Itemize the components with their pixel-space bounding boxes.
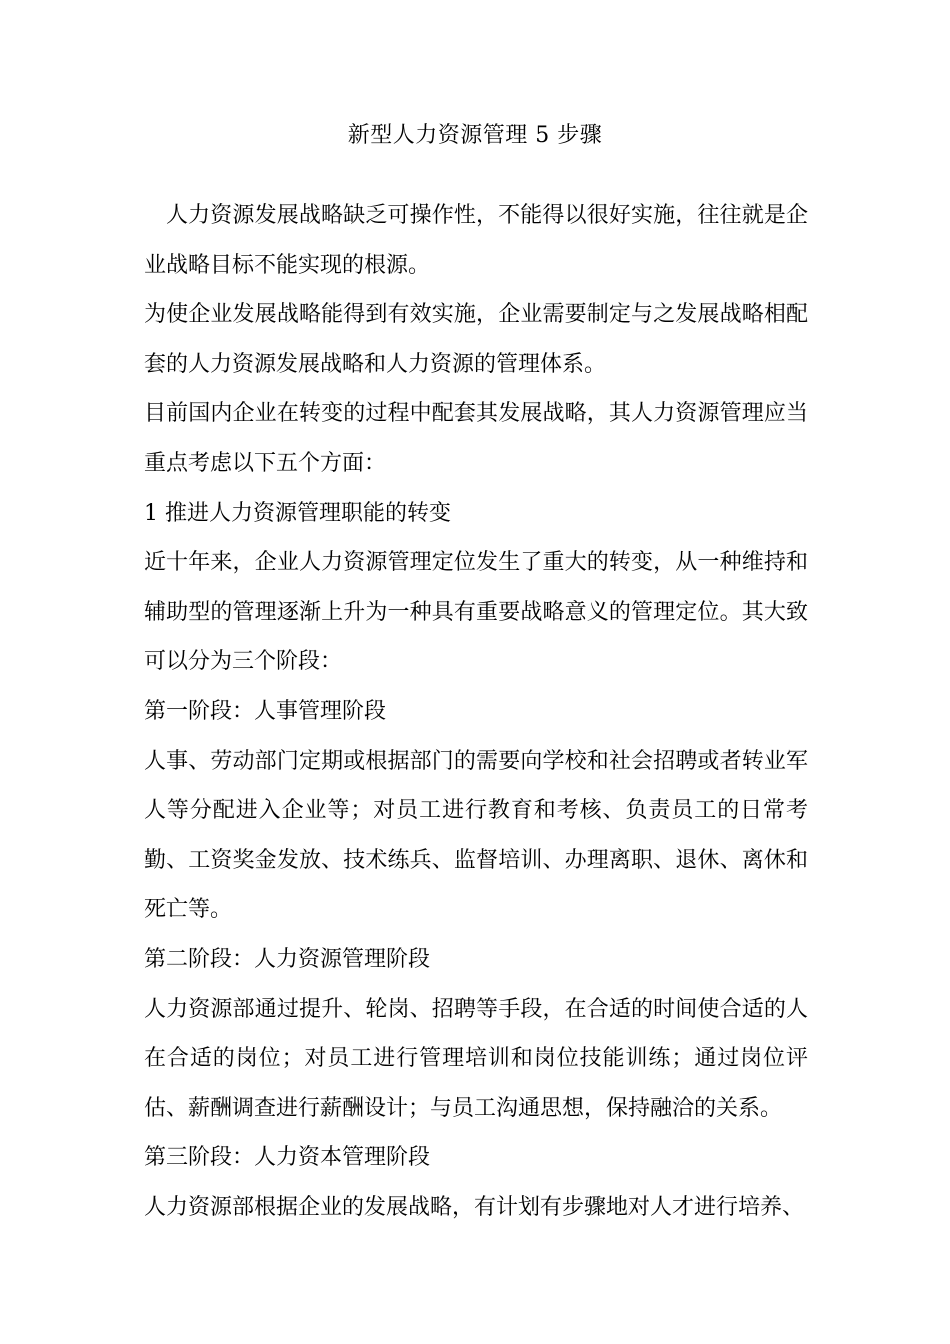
paragraph-stage-3: 人力资源部根据企业的发展战略，有计划有步骤地对人才进行培养、 — [144, 1194, 805, 1220]
document-title: 新型人力资源管理 5 步骤 — [347, 123, 603, 148]
stage-heading-3: 第三阶段：人力资本管理阶段 — [144, 1145, 431, 1171]
paragraph-transition: 近十年来，企业人力资源管理定位发生了重大的转变，从一种维持和辅助型的管理逐渐上升为一种具有重要战略意义的管理定位。其大致可以分为三个阶段： — [144, 550, 808, 675]
document-body — [144, 191, 808, 1232]
paragraph-intro: 人力资源发展战略缺乏可操作性，不能得以很好实施，往往就是企业战略目标不能实现的根源。 — [144, 203, 808, 278]
stage-heading-1: 第一阶段：人事管理阶段 — [144, 698, 387, 724]
paragraph-strategy: 为使企业发展战略能得到有效实施，企业需要制定与之发展战略相配套的人力资源发展战略和人力资源的管理体系。 — [144, 302, 808, 377]
paragraph-stage-1: 人事、劳动部门定期或根据部门的需要向学校和社会招聘或者转业军人等分配进入企业等；对员工进行教育和考核、负责员工的日常考勤、工资奖金发放、技术练兵、监督培训、办理离职、退休、离休和死亡等。 — [144, 748, 808, 923]
section-heading-1: 1 推进人力资源管理职能的转变 — [144, 500, 451, 526]
paragraph-stage-2: 人力资源部通过提升、轮岗、招聘等手段，在合适的时间使合适的人在合适的岗位；对员工进行管理培训和岗位技能训练；通过岗位评估、薪酬调查进行薪酬设计；与员工沟通思想，保持融洽的关系。 — [144, 996, 808, 1121]
stage-heading-2: 第二阶段：人力资源管理阶段 — [144, 946, 431, 972]
paragraph-five-aspects: 目前国内企业在转变的过程中配套其发展战略，其人力资源管理应当重点考虑以下五个方面： — [144, 401, 808, 476]
